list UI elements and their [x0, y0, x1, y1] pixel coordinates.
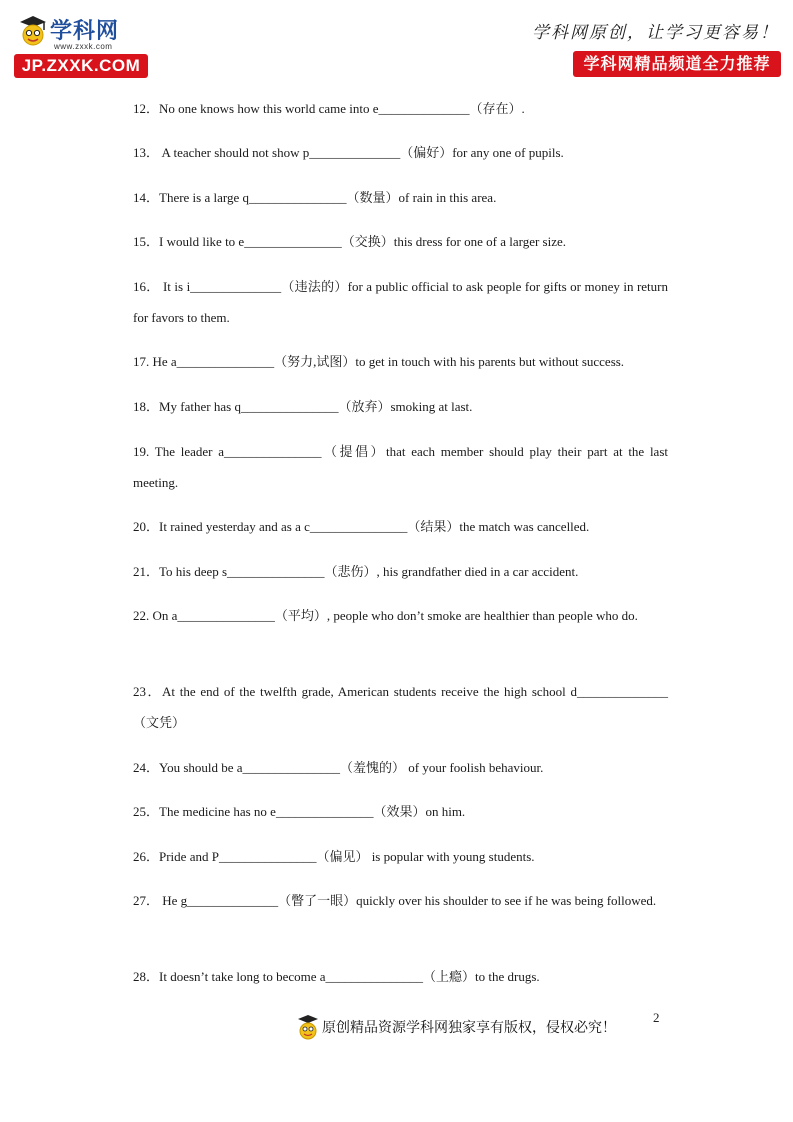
graduate-mascot-icon — [16, 12, 50, 48]
graduate-mascot-icon — [296, 1012, 320, 1042]
question-21: 21．To his deep s_______________（悲伤）, his grandfather died in a car accident. — [133, 564, 579, 579]
question-23: 23．At the end of the twelfth grade, American students receive the high school d______________（文凭） — [133, 684, 668, 730]
question-17: 17. He a_______________（努力,试图）to get in touch with his parents but without success. — [133, 354, 625, 369]
logo-text: 学科网 — [50, 19, 120, 44]
question-19: 19. The leader a_______________（提倡）that each member should play their part at the last meeting. — [133, 444, 668, 490]
question-20: 20．It rained yesterday and as a c_______________（结果）the match was cancelled. — [133, 519, 590, 534]
header-slogan: 学科网原创，让学习更容易！ — [532, 23, 779, 43]
question-18: 18．My father has q_______________（放弃）smoking at last. — [133, 399, 473, 414]
question-25: 25．The medicine has no e_______________（效果）on him. — [133, 804, 466, 819]
question-14: 14．There is a large q_______________（数量）of rain in this area. — [133, 190, 497, 205]
question-13: 13． A teacher should not show p______________（偏好）for any one of pupils. — [133, 145, 564, 160]
copyright-notice: 原创精品资源学科网独家享有版权，侵权必究！ — [322, 1020, 616, 1036]
page-number: 2 — [653, 1010, 660, 1025]
page-header — [0, 0, 793, 86]
question-27: 27． He g______________（瞥了一眼）quickly over his shoulder to see if he was being followed. — [133, 893, 657, 908]
channel-badge: 学科网精品频道全力推荐 — [573, 51, 781, 77]
question-15: 15．I would like to e_______________（交换）this dress for one of a larger size. — [133, 234, 567, 249]
question-22: 22. On a_______________（平均）, people who don’t smoke are healthier than people who do. — [133, 608, 638, 623]
question-28: 28．It doesn’t take long to become a_______________（上瘾）to the drugs. — [133, 969, 540, 984]
zxxk-logo — [14, 12, 154, 82]
question-16: 16． It is i______________（违法的）for a public official to ask people for gifts or money in return for favors to them. — [133, 279, 668, 325]
logo-badge: JP.ZXXK.COM — [14, 54, 148, 78]
logo-url: www.zxxk.com — [54, 42, 113, 51]
question-12: 12．No one knows how this world came into e______________（存在）. — [133, 101, 525, 116]
question-26: 26．Pride and P_______________（偏见） is popular with young students. — [133, 849, 535, 864]
question-24: 24．You should be a_______________（羞愧的） of your foolish behaviour. — [133, 760, 544, 775]
